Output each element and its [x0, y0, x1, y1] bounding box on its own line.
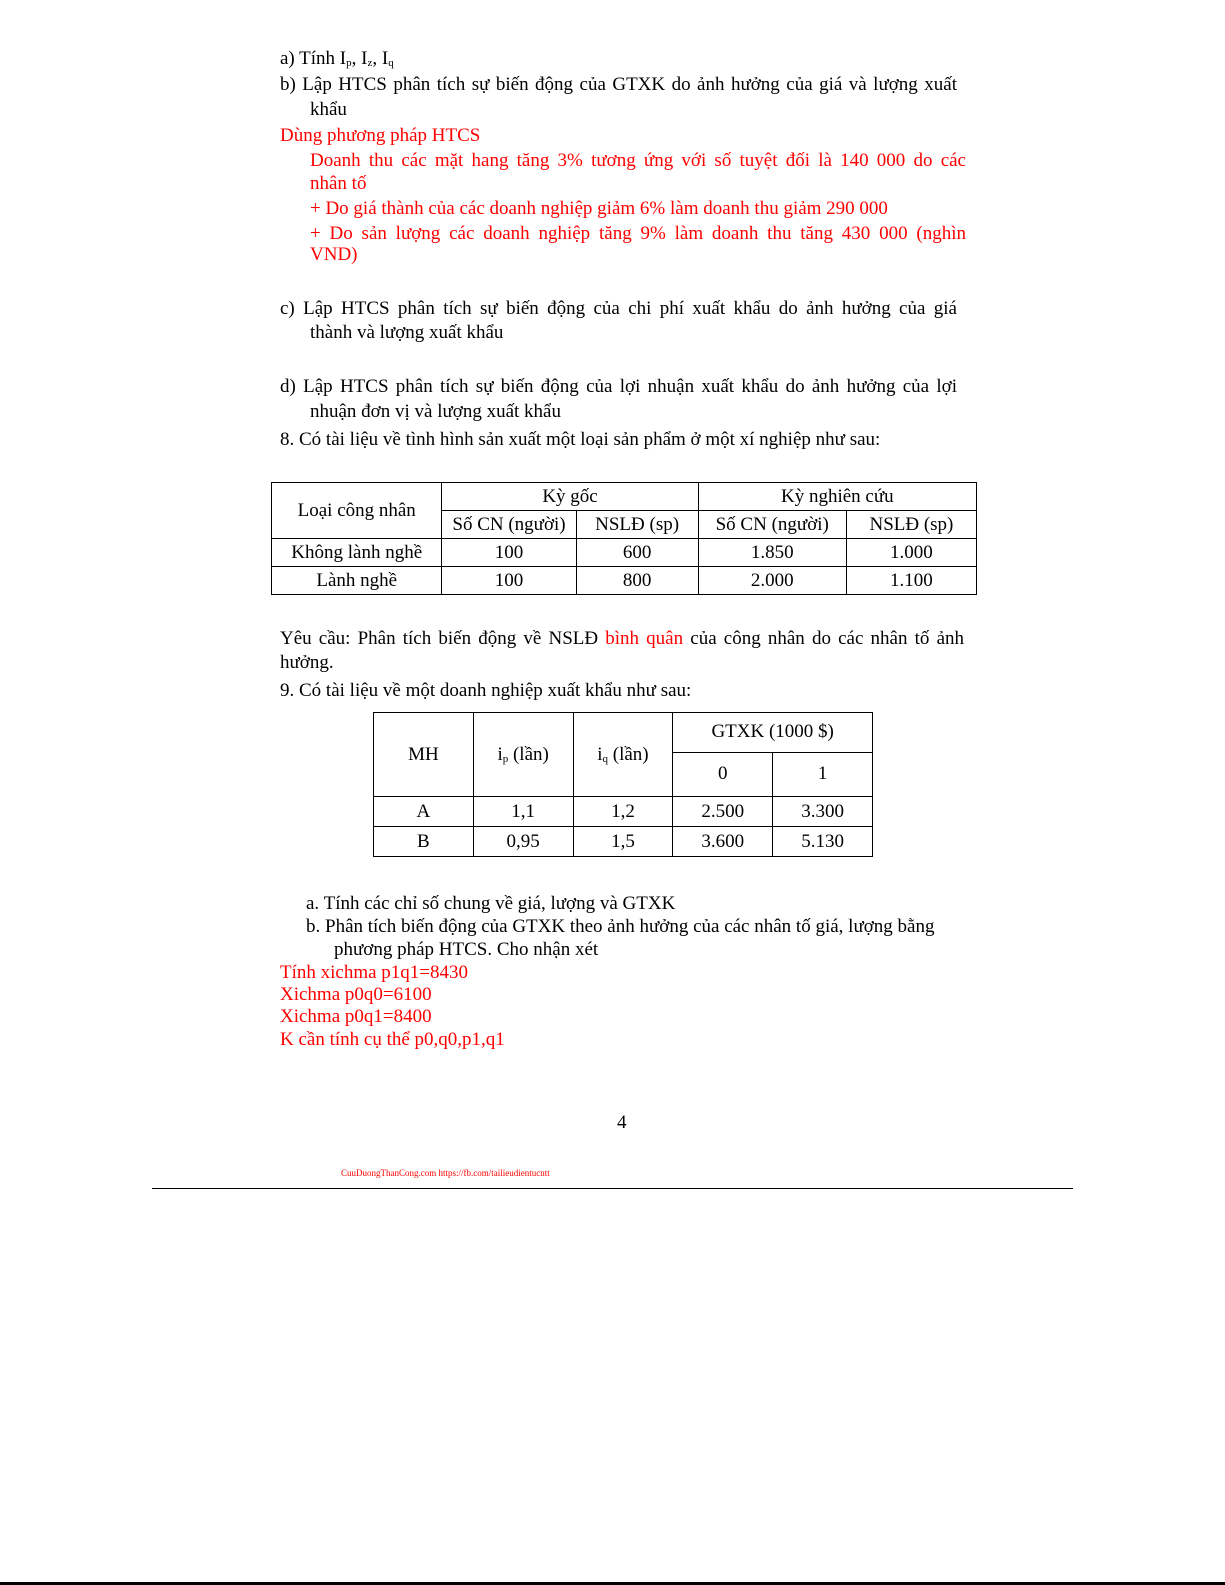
table-cell: 1.100	[846, 567, 976, 595]
table-9	[373, 712, 873, 857]
table-row	[374, 827, 873, 857]
question-9a: a. Tính các chỉ số chung về giá, lượng và GTXK	[306, 893, 676, 914]
red-title: Dùng phương pháp HTCS	[280, 125, 481, 146]
table-cell: 600	[576, 539, 698, 567]
table-cell: 1.850	[698, 539, 846, 567]
table-cell: 5.130	[773, 827, 873, 857]
table-cell: 100	[442, 567, 576, 595]
table-cell: A	[374, 797, 474, 827]
table-cell: 1.000	[846, 539, 976, 567]
item-a: a) Tính $I_p$, $I_z$, $I_q$	[280, 48, 394, 69]
table9-header-ip: $i_p$ (lần)	[473, 713, 573, 797]
table8-header-base-period: Kỳ gốc	[442, 483, 698, 511]
question-9b-line1: b. Phân tích biến động của GTXK theo ảnh hưởng của các nhân tố giá, lượng bằng	[306, 916, 935, 937]
table-8	[271, 482, 977, 595]
table-row	[374, 797, 873, 827]
red-answer-2: Xichma p0q0=6100	[280, 984, 432, 1005]
table8-header-study-period: Kỳ nghiên cứu	[698, 483, 976, 511]
table-cell: Không lành nghề	[272, 539, 442, 567]
requirement-line1	[280, 628, 964, 650]
item-d-line2: nhuận đơn vị và lượng xuất khẩu	[310, 401, 561, 422]
table8-subheader: Số CN (người)	[442, 511, 576, 539]
requirement-line2: hưởng.	[280, 652, 334, 673]
red-answer-4: K cần tính cụ thể p0,q0,p1,q1	[280, 1029, 505, 1050]
footer-divider	[152, 1188, 1073, 1189]
table-cell: 3.300	[773, 797, 873, 827]
table-cell: 1,2	[573, 797, 673, 827]
item-b-line2: khẩu	[310, 99, 347, 120]
table9-header-gtxk: GTXK (1000 $)	[673, 713, 873, 753]
page-number: 4	[617, 1112, 627, 1133]
table8-subheader: Số CN (người)	[698, 511, 846, 539]
table-cell: 1,1	[473, 797, 573, 827]
table-cell: 2.500	[673, 797, 773, 827]
table8-header-worker-type: Loại công nhân	[272, 483, 442, 539]
table-cell: 0,95	[473, 827, 573, 857]
table-cell: 1,5	[573, 827, 673, 857]
item-d-line1: d) Lập HTCS phân tích sự biến động của lợi nhuận xuất khẩu do ảnh hưởng của lợi	[280, 376, 957, 397]
item-b-line1: b) Lập HTCS phân tích sự biến động của GTXK do ảnh hưởng của giá và lượng xuất	[280, 74, 957, 95]
red-line1b: nhân tố	[310, 173, 367, 194]
item-c-line2: thành và lượng xuất khẩu	[310, 322, 504, 343]
table-cell: 3.600	[673, 827, 773, 857]
table-row	[272, 567, 977, 595]
table-row	[272, 539, 977, 567]
table-cell: 100	[442, 539, 576, 567]
requirement-text-a: Yêu cầu: Phân tích biến động về NSLĐ	[280, 628, 599, 649]
table9-header-iq: $i_q$ (lần)	[573, 713, 673, 797]
question-8: 8. Có tài liệu về tình hình sản xuất một loại sản phẩm ở một xí nghiệp như sau:	[280, 429, 881, 450]
requirement-text-b: của công nhân do các nhân tố ảnh	[690, 628, 965, 649]
red-line3a: + Do sản lượng các doanh nghiệp tăng 9% làm doanh thu tăng 430 000 (nghìn	[310, 223, 966, 244]
table8-subheader: NSLĐ (sp)	[576, 511, 698, 539]
red-answer-1: Tính xichma p1q1=8430	[280, 962, 469, 983]
red-answer-3: Xichma p0q1=8400	[280, 1006, 432, 1027]
table9-subheader-0: 0	[673, 752, 773, 796]
table-cell: Lành nghề	[272, 567, 442, 595]
question-9: 9. Có tài liệu về một doanh nghiệp xuất khẩu như sau:	[280, 680, 692, 701]
table9-header-mh: MH	[374, 713, 474, 797]
red-line3b: VND)	[310, 244, 358, 265]
question-9b-line2: phương pháp HTCS. Cho nhận xét	[334, 939, 599, 960]
table-cell: 2.000	[698, 567, 846, 595]
table-cell: B	[374, 827, 474, 857]
table-cell: 800	[576, 567, 698, 595]
item-c-line1: c) Lập HTCS phân tích sự biến động của chi phí xuất khẩu do ảnh hưởng của giá	[280, 298, 957, 319]
footer-link[interactable]: CuuDuongThanCong.com https://fb.com/tailieudientucntt	[341, 1168, 550, 1178]
table9-subheader-1: 1	[773, 752, 873, 796]
table8-subheader: NSLĐ (sp)	[846, 511, 976, 539]
red-line2: + Do giá thành của các doanh nghiệp giảm 6% làm doanh thu giảm 290 000	[310, 198, 888, 219]
requirement-highlight: bình quân	[605, 628, 684, 649]
red-line1a: Doanh thu các mặt hang tăng 3% tương ứng với số tuyệt đối là 140 000 do các	[310, 150, 966, 171]
